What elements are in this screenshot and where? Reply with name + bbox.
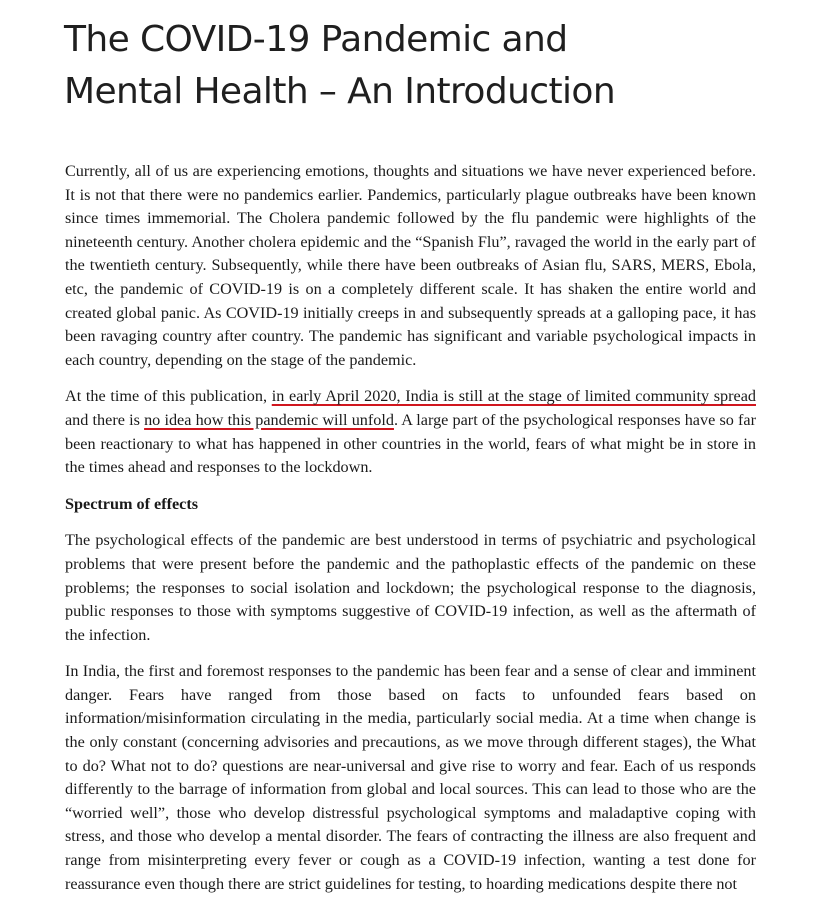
- paragraph-text: At the time of this publication,: [65, 387, 272, 406]
- title-line-2: Mental Health – An Introduction: [64, 71, 616, 112]
- red-underlined-text: no idea how this pandemic will unfold: [144, 410, 394, 429]
- page-title: [64, 14, 764, 118]
- paragraph-text: . A large part of the psychological responses have so far been reactionary to what has happened in other countries in the world, fears of what might be in store in the times ahead and responses to the lockdown.: [65, 410, 756, 477]
- title-line-1: The COVID-19 Pandemic and: [64, 19, 568, 60]
- paragraph-india-responses: In India, the first and foremost responses to the pandemic has been fear and a sense of clear and imminent danger. Fears have ranged from those based on facts to unfounded fears based on information/misinformation circulating in the media, particularly social media. At a time when change is the only constant (concerning advisories and precautions, as we move through different stages), the What to do? What not to do? questions are near-universal and give rise to worry and fear. Each of us responds differently to the barrage of information from global and local sources. This can lead to those who are the “worried well”, those who develop distressful psychological symptoms and maladaptive coping with stress, and those who develop a mental disorder. The fears of contracting the illness are also frequent and range from misinterpreting every fever or cough as a COVID-19 infection, wanting a test done for reassurance even though there are strict guidelines for testing, to hoarding medications despite there not: [65, 662, 756, 893]
- paragraph-intro: Currently, all of us are experiencing emotions, thoughts and situations we have never experienced before. It is not that there were no pandemics earlier. Pandemics, particularly plague outbreaks have been known since times immemorial. The Cholera pandemic followed by the flu pandemic were highlights of the nineteenth century. Another cholera epidemic and the “Spanish Flu”, ravaged the world in the early part of the twentieth century. Subsequently, while there have been outbreaks of Asian flu, SARS, MERS, Ebola, etc, the pandemic of COVID-19 is on a completely different scale. It has shaken the entire world and created global panic. As COVID-19 initially creeps in and subsequently spreads at a galloping pace, it has been ravaging country after country. The pandemic has significant and variable psychological impacts in each country, depending on the stage of the pandemic.: [65, 162, 756, 369]
- red-underlined-text: in early April 2020, India is still at the stage of limited community spread: [271, 387, 756, 406]
- paragraph-text: and there is: [65, 410, 145, 429]
- paragraph-publication-time: [65, 385, 756, 479]
- document-body: [65, 160, 756, 909]
- section-heading: Spectrum of effects: [65, 494, 199, 513]
- paragraph-effects: The psychological effects of the pandemic are best understood in terms of psychiatric and psychological problems that were present before the pandemic and the pathoplastic effects of the pandemic on these problems; the responses to social isolation and lockdown; the psychological response to the diagnosis, public responses to those with symptoms suggestive of COVID-19 infection, as well as the aftermath of the infection.: [65, 531, 756, 644]
